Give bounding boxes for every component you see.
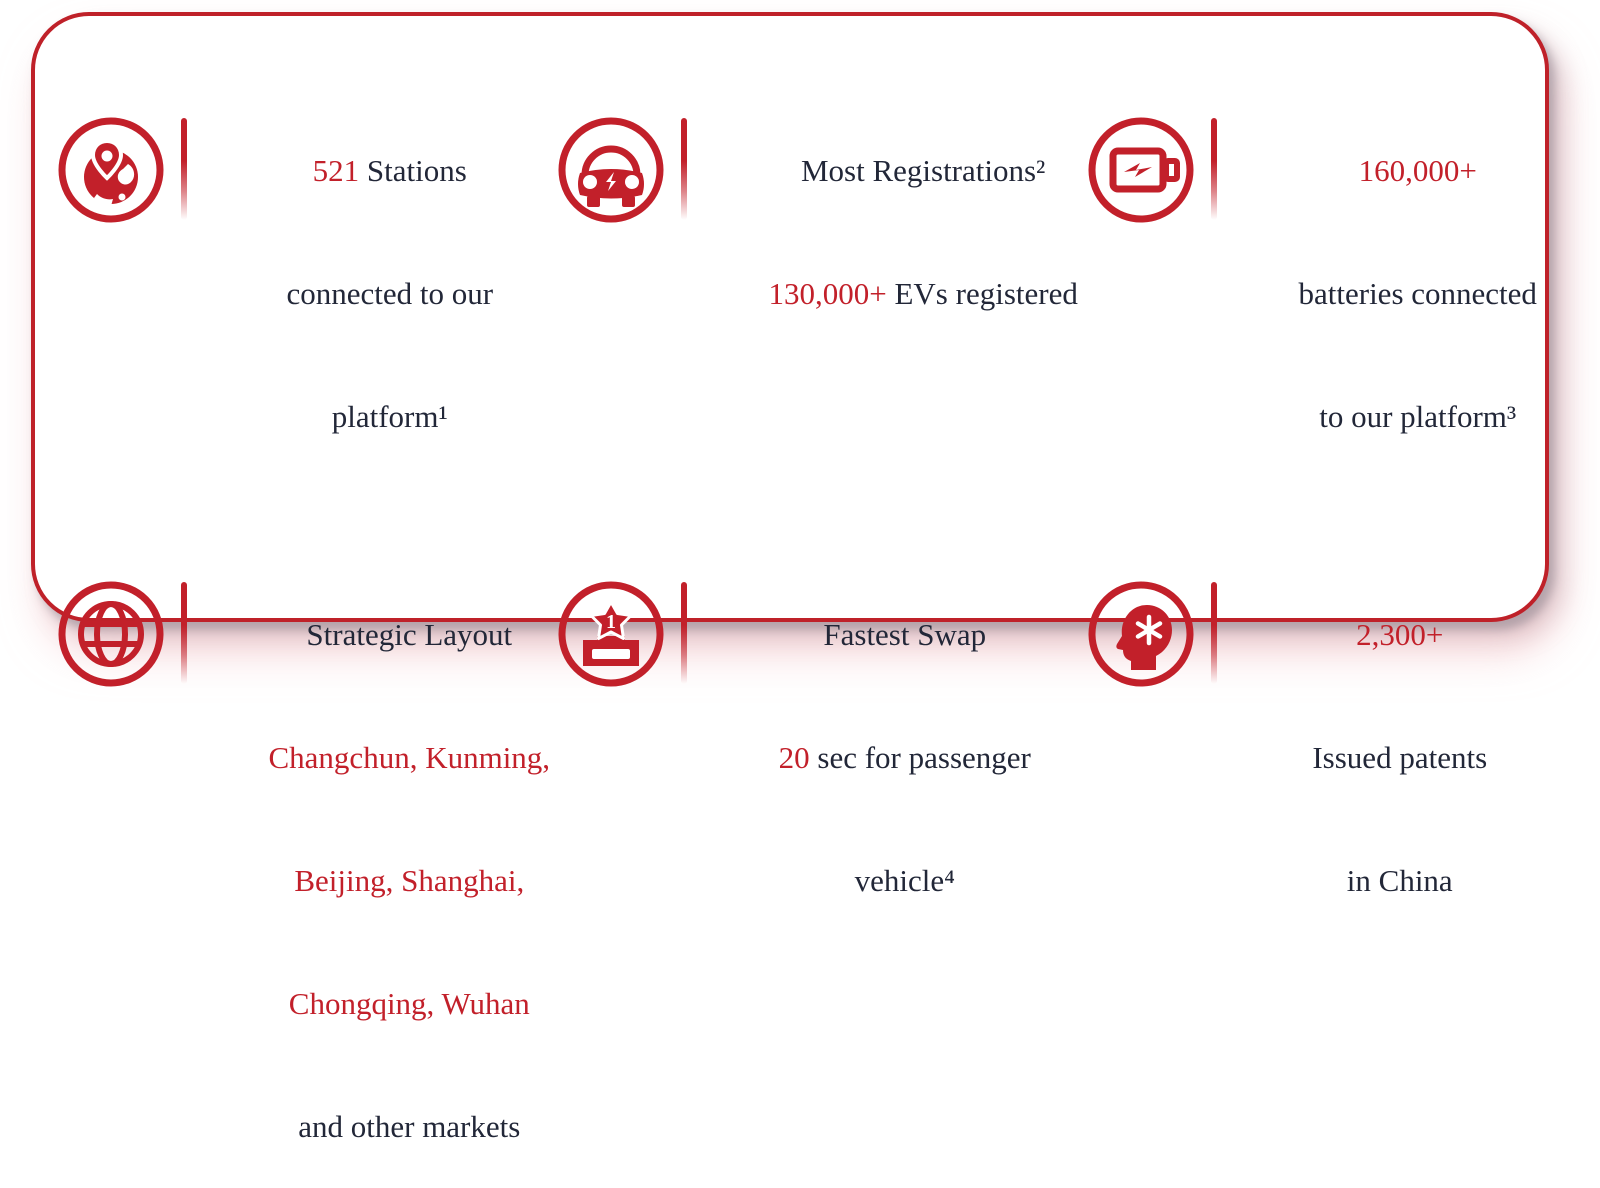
stat-text: [187, 109, 515, 478]
stat-text-segment: Issued patents: [1312, 740, 1488, 775]
stat-line: [1221, 819, 1501, 942]
stat-line: [1221, 232, 1537, 355]
stat-card-strategic-layout: [55, 578, 551, 1188]
stat-text-segment: Most Registrations²: [800, 153, 1046, 188]
stat-line: [191, 573, 550, 696]
stat-text-segment: to our platform³: [1319, 399, 1517, 434]
stat-text-segment: 130,000+: [768, 276, 887, 311]
stat-text-segment: 20: [778, 740, 810, 775]
stat-card-batteries: [1085, 114, 1537, 478]
stat-line: [191, 232, 511, 355]
stat-text-segment: Fastest Swap: [823, 617, 987, 652]
medal-rank-number: 1: [606, 611, 616, 633]
stat-text-segment: connected to our: [286, 276, 494, 311]
stat-line: [191, 1065, 550, 1188]
stat-text-segment: sec for passenger: [809, 740, 1031, 775]
stat-line: [191, 696, 550, 819]
stat-line: [691, 696, 1041, 819]
stat-line: [1221, 573, 1501, 696]
head-knowledge-icon: [1085, 578, 1197, 690]
stat-text-segment: vehicle⁴: [854, 863, 955, 898]
stat-line: [691, 819, 1041, 942]
stat-text-segment: Chongqing, Wuhan: [288, 986, 530, 1021]
stat-line: [691, 573, 1041, 696]
stats-panel: [31, 12, 1549, 1144]
stat-text-segment: 521: [312, 153, 360, 188]
stat-text-segment: 2,300+: [1356, 617, 1444, 652]
stat-text: [1217, 109, 1541, 478]
stats-grid: [35, 16, 1545, 1188]
globe-location-pin-icon: [55, 114, 167, 226]
stat-text-segment: platform¹: [331, 399, 448, 434]
stat-line: [691, 232, 1078, 355]
ev-car-icon: [555, 114, 667, 226]
stat-line: [191, 942, 550, 1065]
stat-card-fastest-swap: [555, 578, 1045, 1188]
stat-line: [1221, 355, 1537, 478]
stat-text-segment: Changchun, Kunming,: [268, 740, 551, 775]
stat-text-segment: EVs registered: [886, 276, 1078, 311]
stat-text-segment: Strategic Layout: [306, 617, 513, 652]
globe-grid-icon: [55, 578, 167, 690]
stat-line: [191, 819, 550, 942]
stat-line: [191, 355, 511, 478]
stat-card-registrations: [555, 114, 1078, 478]
battery-charging-icon: [1085, 114, 1197, 226]
stat-text-segment: Beijing, Shanghai,: [294, 863, 525, 898]
stat-card-patents: [1085, 578, 1505, 1188]
stat-card-stations: [55, 114, 515, 478]
stat-line: [1221, 696, 1501, 819]
stat-text: [687, 573, 1045, 942]
stat-text: [687, 109, 1082, 355]
stat-line: [1221, 109, 1537, 232]
stat-text-segment: batteries connected: [1298, 276, 1537, 311]
first-place-medal-icon: [555, 578, 667, 690]
stat-line: [191, 109, 511, 232]
stat-text-segment: and other markets: [298, 1109, 521, 1144]
stat-text-segment: 160,000+: [1358, 153, 1477, 188]
stat-text: [1217, 573, 1505, 942]
stat-text-segment: in China: [1346, 863, 1453, 898]
stat-text: [187, 573, 554, 1188]
stat-line: [691, 109, 1078, 232]
stat-text-segment: Stations: [359, 153, 467, 188]
